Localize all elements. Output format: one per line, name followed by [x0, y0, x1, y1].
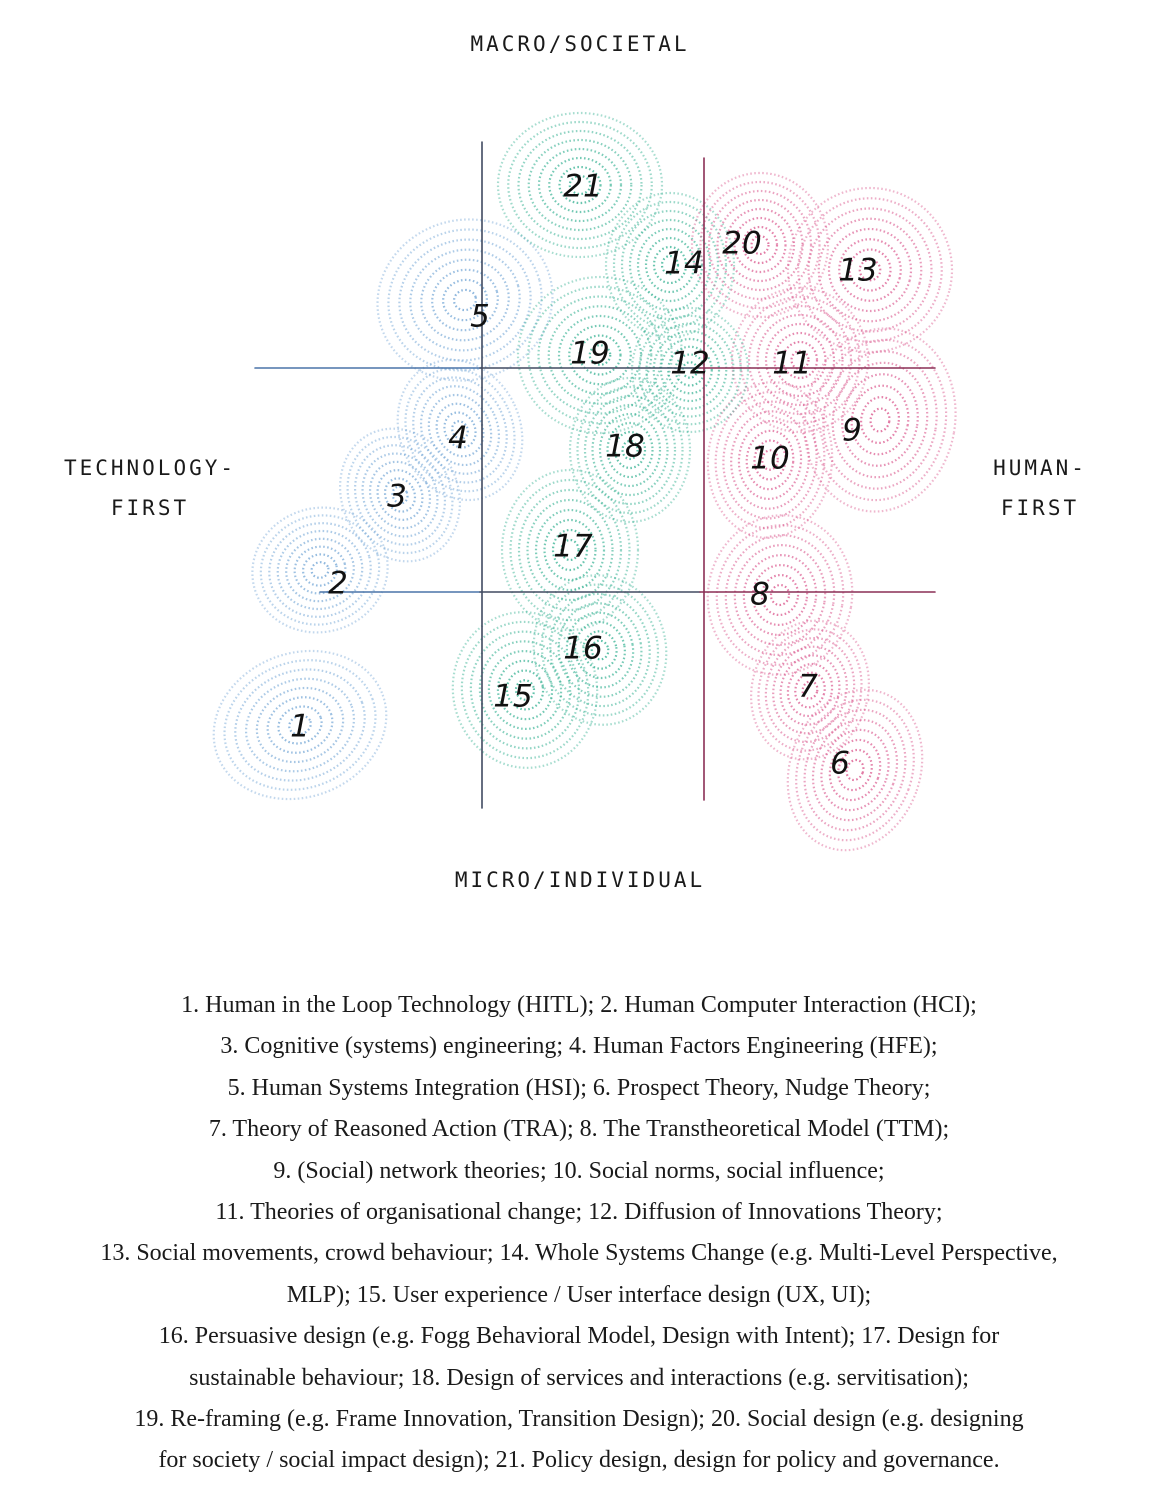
cluster-ring [695, 504, 865, 687]
cluster-ring [813, 342, 948, 497]
cluster-label-10: 10 [750, 440, 790, 477]
cluster-ring [777, 683, 933, 857]
cluster-label-12: 12 [670, 345, 710, 382]
cluster-6 [766, 668, 944, 870]
cluster-label-8: 8 [750, 576, 770, 613]
cluster-ring [386, 225, 545, 375]
axis-label-bottom-text: MICRO/INDIVIDUAL [454, 868, 706, 892]
axis-label-right-line-2: FIRST [1000, 496, 1080, 520]
axis-label-right-line-1: HUMAN- [993, 456, 1087, 480]
legend-line: 3. Cognitive (systems) engineering; 4. Human Factors Engineering (HFE); [220, 1033, 938, 1060]
axis-label-bottom [380, 860, 780, 900]
legend-line: 16. Persuasive design (e.g. Fogg Behavioral Model, Design with Intent); 17. Design for [158, 1323, 1000, 1350]
legend-line: 13. Social movements, crowd behaviour; 14. Whole Systems Change (e.g. Multi-Level Perspective, [100, 1240, 1058, 1267]
cluster-label-11: 11 [772, 345, 812, 382]
cluster-ring [425, 262, 504, 337]
cluster-label-5: 5 [470, 298, 490, 335]
axis-label-left-line-1: TECHNOLOGY- [63, 456, 237, 480]
axis-label-top-text: MACRO/SOCIETAL [470, 32, 690, 56]
axis-label-top [380, 24, 780, 64]
legend-line: 1. Human in the Loop Technology (HITL); 2. Human Computer Interaction (HCI); [181, 992, 977, 1018]
cluster-label-1: 1 [290, 708, 310, 745]
cluster-label-17: 17 [553, 528, 593, 565]
axis-label-left-line-2: FIRST [110, 496, 190, 520]
cluster-label-15: 15 [493, 678, 533, 715]
cluster-8 [695, 504, 865, 687]
cluster-label-21: 21 [563, 168, 603, 205]
axis-label-right [945, 448, 1135, 528]
cluster-label-7: 7 [798, 668, 818, 705]
legend-line: for society / social impact design); 21. Policy design, design for policy and governance. [158, 1447, 1000, 1474]
legend-line: 19. Re-framing (e.g. Frame Innovation, Transition Design); 20. Social design (e.g. designing [134, 1406, 1024, 1433]
legend [40, 985, 1118, 1482]
cluster-ring [412, 250, 518, 350]
cluster-label-2: 2 [328, 565, 348, 602]
axis-label-left [20, 448, 280, 528]
legend-line: 9. (Social) network theories; 10. Social norms, social influence; [273, 1157, 885, 1184]
cluster-label-6: 6 [830, 745, 850, 782]
legend-line: sustainable behaviour; 18. Design of services and interactions (e.g. servitisation); [189, 1364, 969, 1391]
cluster-label-9: 9 [842, 412, 862, 449]
clusters-layer [193, 113, 971, 869]
legend-line: MLP); 15. User experience / User interface design (UX, UI); [286, 1281, 872, 1308]
cluster-label-14: 14 [664, 245, 704, 282]
cluster-label-13: 13 [838, 252, 878, 289]
cluster-label-3: 3 [387, 478, 407, 515]
legend-line: 11. Theories of organisational change; 12. Diffusion of Innovations Theory; [215, 1199, 943, 1226]
cluster-label-20: 20 [722, 225, 762, 262]
cluster-label-4: 4 [448, 420, 468, 457]
cluster-ring [769, 584, 790, 607]
legend-line: 7. Theory of Reasoned Action (TRA); 8. The Transtheoretical Model (TTM); [208, 1116, 950, 1143]
cluster-label-19: 19 [570, 335, 610, 372]
legend-line: 5. Human Systems Integration (HSI); 6. Prospect Theory, Nudge Theory; [227, 1074, 931, 1101]
axes-layer [255, 142, 935, 808]
cluster-ring [279, 531, 361, 608]
cluster-label-18: 18 [605, 428, 645, 465]
cluster-ring [810, 720, 899, 819]
cluster-ring [869, 407, 891, 433]
cluster-label-16: 16 [563, 630, 603, 667]
cluster-ring [858, 394, 903, 446]
